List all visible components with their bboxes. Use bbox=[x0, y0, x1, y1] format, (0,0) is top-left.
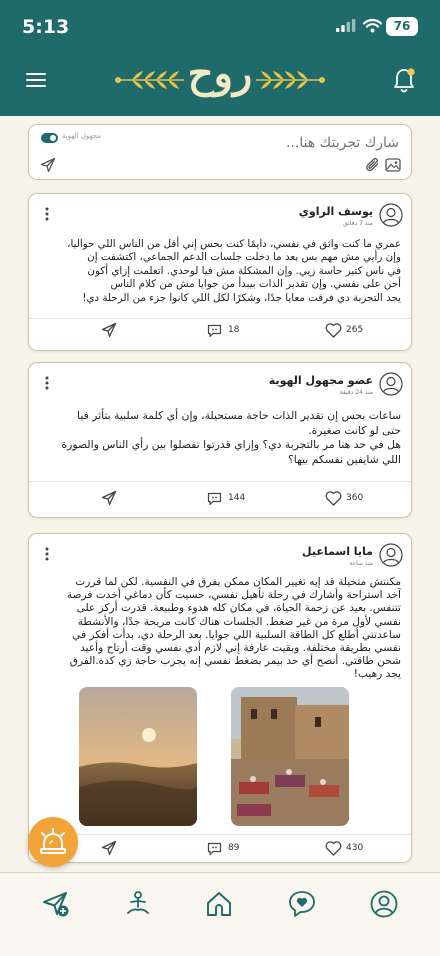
avatar-icon[interactable] bbox=[379, 203, 403, 227]
kebab-icon[interactable] bbox=[44, 546, 50, 562]
battery-indicator: 76 bbox=[386, 17, 418, 36]
yoga-retreat-image bbox=[231, 687, 349, 826]
wifi-icon bbox=[363, 18, 382, 33]
cellular-signal-icon bbox=[336, 19, 356, 32]
nav-add-post-icon[interactable] bbox=[41, 889, 71, 919]
kebab-icon[interactable] bbox=[44, 375, 50, 391]
bell-icon[interactable] bbox=[392, 66, 416, 94]
heart-icon[interactable] bbox=[325, 323, 342, 338]
avatar-icon[interactable] bbox=[379, 372, 403, 396]
post-text: عمري ما كنت واثق في نفسي، دايمًا كنت بحس إني أقل من الناس اللي حواليا، وإن رأيي مش مهم بس بعد ما دخلت جلسات الدعم الجماعي، اكتشفت إن في ناس كتير حاسة زيي. وإن المشكلة مش فيا لوحدي. اتعلمت إزاي أكون أحن على نفسي. وإن تقدير الذات بيبدأ من جوايا مش من كلام الناس يجد التجربة دي فرقت معايا جدًا، وشكرًا لكل اللي كانوا جزء من الرحلة دي! bbox=[67, 238, 401, 304]
post-photo-desert[interactable] bbox=[79, 687, 197, 826]
post-text: ساعات بحس إن تقدير الذات حاجة مستحيلة، وإن أي كلمة سلبية بتأثر فيا حتى لو كانت صغيرة. هل في حد هنا مر بالتجربة دي؟ وإزاي قدرتوا تفصلوا بين رأي الناس والصورة اللي شايفين نفسكم بيها؟ bbox=[61, 409, 401, 466]
anonymous-toggle-label: مجهول الهوية bbox=[62, 132, 102, 140]
share-experience-input[interactable] bbox=[149, 132, 399, 154]
nav-support-icon[interactable] bbox=[287, 889, 317, 919]
image-icon[interactable] bbox=[385, 158, 401, 172]
logo-text: روح bbox=[187, 50, 253, 97]
alert-light-icon bbox=[28, 817, 78, 867]
bottom-navigation bbox=[0, 872, 440, 956]
post-timestamp: منذ 24 دقيقة bbox=[339, 389, 373, 396]
post-timestamp: منذ 7 دقائق bbox=[343, 220, 373, 227]
desert-sunset-image bbox=[79, 687, 197, 826]
comment-count: 89 bbox=[228, 843, 240, 853]
like-count: 360 bbox=[346, 493, 364, 503]
status-time: 5:13 bbox=[22, 16, 70, 38]
send-icon[interactable] bbox=[40, 157, 56, 173]
nav-home-icon[interactable] bbox=[204, 889, 234, 919]
post-username[interactable]: مايا اسماعيل bbox=[302, 545, 373, 558]
app-header bbox=[0, 0, 440, 116]
avatar-icon[interactable] bbox=[379, 543, 403, 567]
kebab-icon[interactable] bbox=[44, 206, 50, 222]
send-icon[interactable] bbox=[101, 840, 117, 856]
heart-icon[interactable] bbox=[325, 491, 342, 506]
send-icon[interactable] bbox=[101, 322, 117, 338]
post-username[interactable]: يوسف الراوي bbox=[298, 205, 373, 218]
comment-icon[interactable] bbox=[207, 324, 222, 338]
post-divider bbox=[29, 481, 411, 482]
app-logo bbox=[110, 46, 330, 110]
status-bar bbox=[0, 0, 440, 52]
heart-icon[interactable] bbox=[325, 841, 342, 856]
comment-icon[interactable] bbox=[207, 842, 222, 856]
post-card bbox=[28, 193, 412, 351]
emergency-alert-button[interactable] bbox=[28, 817, 78, 867]
post-composer bbox=[28, 124, 412, 180]
post-photo-yoga[interactable] bbox=[231, 687, 349, 826]
comment-count: 144 bbox=[228, 493, 246, 503]
comment-count: 18 bbox=[228, 325, 240, 335]
comment-icon[interactable] bbox=[207, 492, 222, 506]
menu-icon[interactable] bbox=[24, 70, 48, 90]
nav-profile-icon[interactable] bbox=[369, 889, 399, 919]
post-divider bbox=[29, 834, 411, 835]
post-divider bbox=[29, 318, 411, 319]
post-timestamp: منذ ساعة bbox=[349, 560, 373, 567]
send-icon[interactable] bbox=[101, 490, 117, 506]
toggle-icon[interactable] bbox=[41, 133, 58, 143]
like-count: 430 bbox=[346, 843, 364, 853]
post-card bbox=[28, 533, 412, 863]
post-card bbox=[28, 362, 412, 518]
like-count: 265 bbox=[346, 325, 364, 335]
post-username[interactable]: عضو مجهول الهوية bbox=[268, 374, 373, 387]
paperclip-icon[interactable] bbox=[365, 157, 381, 173]
post-text: مكنتش متخيلة قد إيه تغيير المكان ممكن يفرق في النفسية. لكن لما قررت آخد استراحة وأشارك في رحلة تأهيل نفسي، حسيت كأن دماغي أخدت فرصة تتنفس. بعيد عن زحمة الحياة، في مكان كله هدوء وطبيعة. قدرت أركز على نفسي لأول مرة من غير ضغط. الجلسات هناك كانت مريحة جدًا، والأنشطة ساعدتني أطلع كل الطاقة السلبية اللي جوايا. بعد الرحلة دي، بدأت أفكر في نفسي بطريقة مختلفة. وبقيت عارفة إني لازم أدي نفسي وقت أرتاح وأعيد شحن طاقتي. أنصح أي حد بيمر بضغط نفسي إنه يجرب حاجة زي كده.الفرق يجد رهيب! bbox=[66, 576, 401, 681]
nav-meditation-icon[interactable] bbox=[123, 889, 153, 919]
